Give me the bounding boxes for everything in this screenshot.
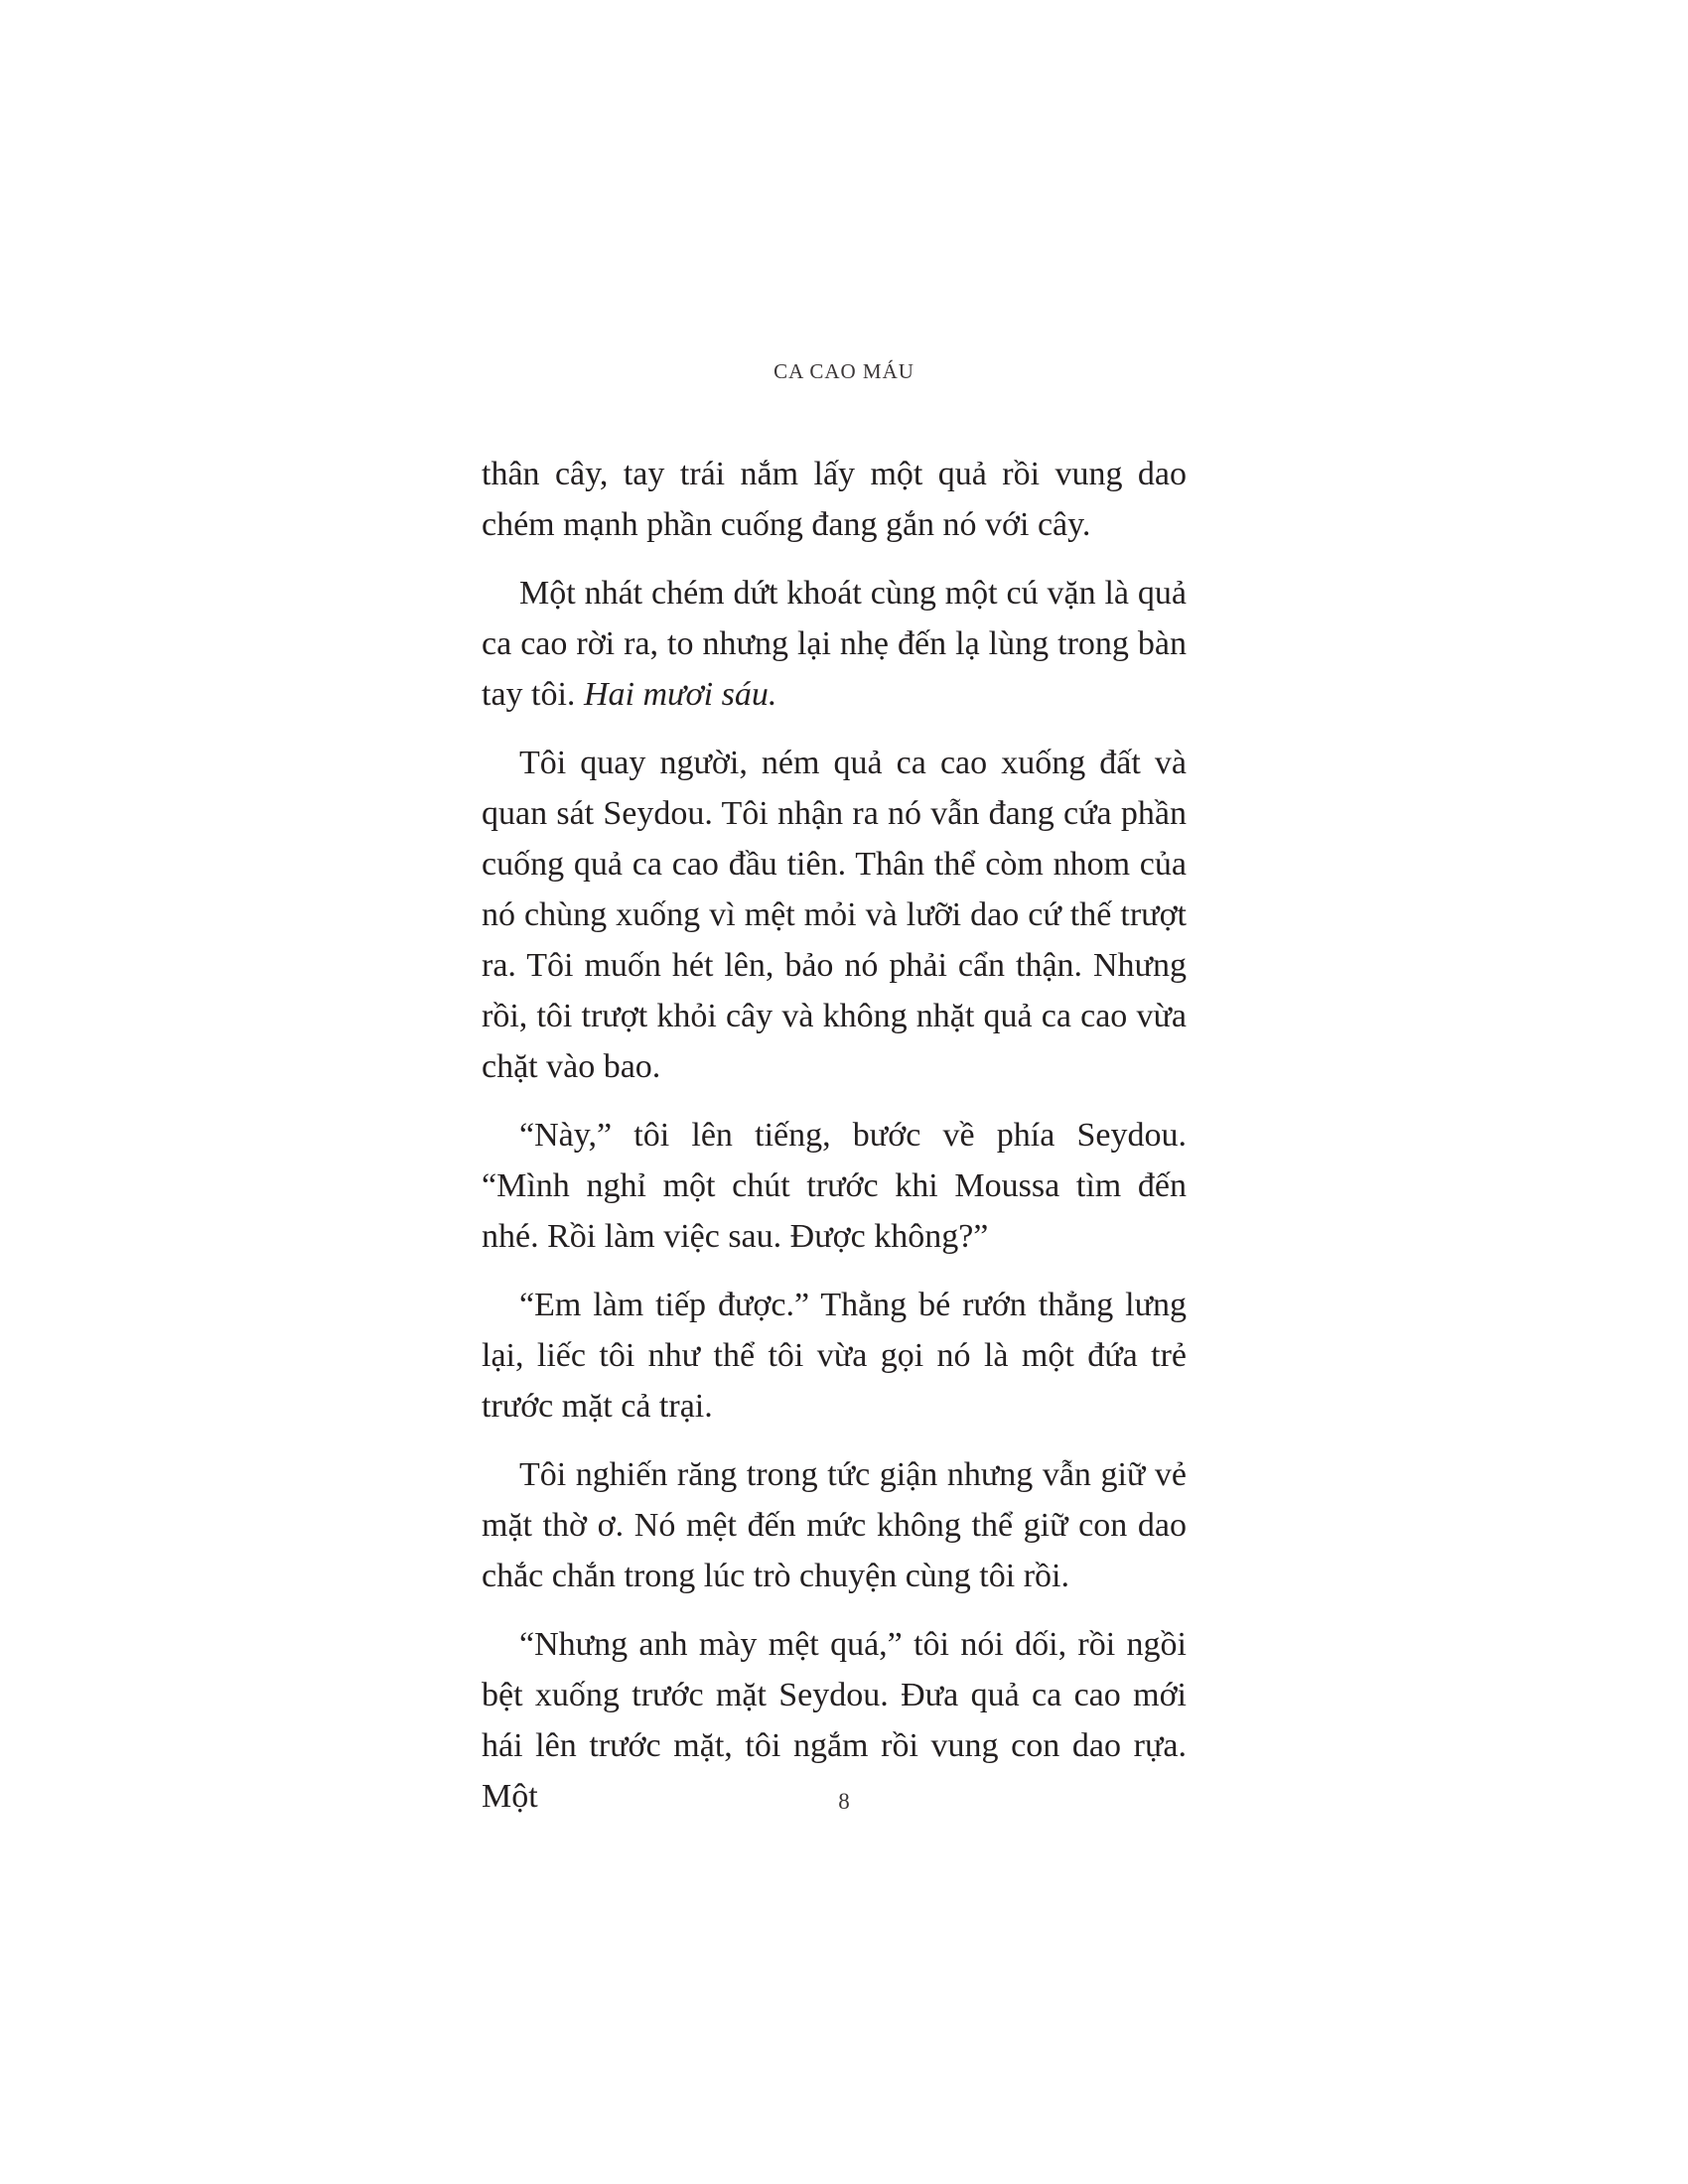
body-text <box>482 449 1187 1840</box>
page-number: 8 <box>838 1789 850 1814</box>
paragraph-7: “Nhưng anh mày mệt quá,” tôi nói dối, rồi ngồi bệt xuống trước mặt Seydou. Đưa quả ca cao mới hái lên trước mặt, tôi ngắm rồi vung con dao rựa. Một <box>482 1626 1187 1815</box>
paragraph-5: “Em làm tiếp được.” Thằng bé rướn thẳng lưng lại, liếc tôi như thể tôi vừa gọi nó là một đứa trẻ trước mặt cả trại. <box>482 1287 1187 1425</box>
running-title: CA CAO MÁU <box>774 359 914 383</box>
paragraph-6: Tôi nghiến răng trong tức giận nhưng vẫn giữ vẻ mặt thờ ơ. Nó mệt đến mức không thể giữ con dao chắc chắn trong lúc trò chuyện cùng tôi rồi. <box>482 1456 1187 1594</box>
paragraph-3: Tôi quay người, ném quả ca cao xuống đất và quan sát Seydou. Tôi nhận ra nó vẫn đang cứa phần cuống quả ca cao đầu tiên. Thân thể còm nhom của nó chùng xuống vì mệt mỏi và lưỡi dao cứ thế trượt ra. Tôi muốn hét lên, bảo nó phải cẩn thận. Nhưng rồi, tôi trượt khỏi cây và không nhặt quả ca cao vừa chặt vào bao. <box>482 745 1187 1085</box>
paragraph-2-text: Một nhát chém dứt khoát cùng một cú vặn là quả ca cao rời ra, to nhưng lại nhẹ đến lạ lùng trong bàn tay tôi. <box>482 575 1187 713</box>
paragraph-4: “Này,” tôi lên tiếng, bước về phía Seydou. “Mình nghỉ một chút trước khi Moussa tìm đến nhé. Rồi làm việc sau. Được không?” <box>482 1117 1187 1255</box>
paragraph-2-italic: Hai mươi sáu. <box>583 676 777 713</box>
paragraph-1: thân cây, tay trái nắm lấy một quả rồi vung dao chém mạnh phần cuống đang gắn nó với cây. <box>482 456 1187 543</box>
paragraph-2 <box>482 568 1187 720</box>
